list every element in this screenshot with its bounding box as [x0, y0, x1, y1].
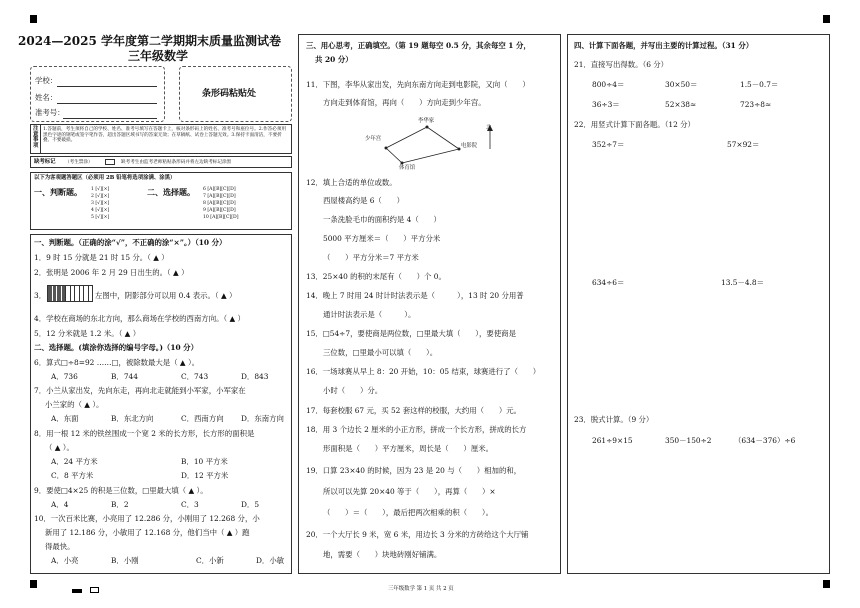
q21-item2: 30×50＝ — [665, 80, 698, 89]
page-mark-filled — [72, 589, 82, 593]
choice-row[interactable]: 7 [A][B][C][D] — [203, 193, 236, 199]
q6-option-a: A．736 — [51, 372, 78, 381]
map-path — [427, 127, 459, 149]
q12-item1: 西屋楼高约是 6（ ） — [323, 196, 404, 205]
q22-item3: 634÷6＝ — [592, 278, 625, 287]
judge-row[interactable]: 2 [√][×] — [91, 193, 110, 199]
q8-option-d: D．12 平方米 — [181, 471, 229, 480]
q11-line1: 11．下图，李华从家出发，先向东南方向走到电影院，又向（ ） — [306, 80, 530, 89]
objective-part1: 一、判断题。 — [34, 187, 82, 197]
q10-option-a: A．小亮 — [51, 556, 79, 565]
q22-item2: 57×92＝ — [727, 140, 760, 149]
q7-line2: 小兰家的（ ▲ ）。 — [45, 400, 104, 409]
q5: 5．12 分米就是 1.2 米。（ ▲ ） — [34, 329, 141, 338]
q9-option-c: C．3 — [181, 500, 199, 509]
choice-bubbles[interactable] — [203, 187, 239, 221]
exam-number-field[interactable] — [63, 118, 157, 119]
q23-item3: （634－376）÷6 — [734, 436, 796, 445]
map-point — [385, 147, 388, 150]
q9-option-d: D．5 — [241, 500, 260, 509]
q7-option-d: D．东南方向 — [241, 414, 284, 423]
q20-line1: 20．一个大厅长 9 米，宽 6 米，用边长 3 分米的方砖给这个大厅铺 — [306, 530, 529, 539]
q21-item1: 800÷4＝ — [592, 80, 625, 89]
section4-title: 四、计算下面各题，并写出主要的计算过程。（31 分） — [574, 41, 754, 50]
q1: 1．9 时 15 分就是 21 时 15 分。（ ▲ ） — [34, 253, 169, 262]
map-label-cinema: 电影院 — [461, 143, 478, 149]
blank-cell — [89, 286, 93, 301]
judge-row[interactable]: 3 [√][×] — [91, 200, 110, 206]
name-label: 姓名： — [35, 93, 58, 102]
q8-line1: 8．用一根 12 米的铁丝围成一个宽 2 米的长方形，长方形的面积是 — [34, 429, 255, 438]
judge-row[interactable]: 5 [√][×] — [91, 214, 110, 220]
q23-item1: 261÷9×15 — [592, 436, 633, 445]
map-path — [386, 148, 402, 163]
notice-text: 1.答题前，考生须将自己的学校、姓名、准考号填写在答题卡上，核对条形码上的姓名、准考号和座位号。2.作答必须用黑色字迹的钢笔或签字笔作答，超出答题区域书写的答案无效；在草稿纸、试卷上答题无效。3.保持卡面清洁，不要折叠、不要破损。 — [43, 127, 287, 144]
q15-line2: 三位数，□里最小可以填（ ）。 — [323, 348, 438, 357]
absent-box — [30, 156, 292, 168]
choice-row[interactable]: 8 [A][B][C][D] — [203, 200, 236, 206]
q11-line2: 方向走到体育馆，再向（ ）方向走到少年宫。 — [323, 98, 486, 107]
q8-option-c: C．8 平方米 — [51, 471, 94, 480]
absent-label: 缺考标记 — [34, 159, 56, 165]
section1-title: 一、判断题。（正确的涂“√”，不正确的涂“×”。）（10 分） — [34, 238, 227, 247]
q14-line2: 通计时法表示是（ ）。 — [323, 310, 416, 319]
q23-item2: 350－150÷2 — [665, 436, 712, 445]
q21: 21．直接写出得数。（6 分） — [574, 60, 669, 69]
q19-line3: （ ）＝（ ），最后把两次相乘的积（ ）。 — [323, 508, 493, 517]
q23: 23．脱式计算。（9 分） — [574, 415, 654, 424]
corner-mark-tl — [30, 15, 37, 23]
q7-option-b: B．东北方向 — [111, 414, 154, 423]
q6-option-c: C．743 — [181, 372, 209, 381]
student-info-box — [30, 66, 165, 122]
q12-item3: 5000 平方厘米＝（ ）平方分米 — [323, 234, 441, 243]
choice-row[interactable]: 10 [A][B][C][D] — [203, 214, 239, 220]
q20-line2: 地，需要（ ）块地砖刚好铺满。 — [323, 550, 442, 559]
q21-item4: 36÷3＝ — [592, 100, 620, 109]
school-field[interactable] — [57, 86, 157, 87]
objective-part2: 二、选择题。 — [147, 187, 195, 197]
q17: 17．每套校服 67 元，买 52 套这样的校服，大约用（ ）元。 — [306, 406, 521, 415]
q16-line1: 16．一场球赛从早上 8：20 开始，10：05 结束，球赛进行了（ ） — [306, 367, 541, 376]
q8-option-a: A．24 平方米 — [51, 457, 98, 466]
section3-title-line1: 三、用心思考，正确填空。（第 19 题每空 0.5 分，其余每空 1 分， — [306, 41, 531, 50]
barcode-area — [179, 66, 292, 122]
q9: 9．要使□4×25 的积是三位数，□里最大填（ ▲ ）。 — [34, 486, 208, 495]
school-label: 学校： — [35, 76, 58, 85]
q18-line1: 18．用 3 个边长 2 厘米的小正方形，拼成一个长方形，拼成的长方 — [306, 425, 527, 434]
judge-row[interactable]: 4 [√][×] — [91, 207, 110, 213]
barcode-label: 条形码粘贴处 — [202, 89, 257, 99]
map-label-youth-palace: 少年宫 — [365, 136, 382, 142]
q16-line2: 小时（ ）分。 — [323, 386, 383, 395]
q7-option-c: C．西南方向 — [181, 414, 224, 423]
questions-box-3 — [567, 34, 830, 574]
q10-line2: 新用了 12.186 分，小敏用了 12.168 分，他们当中（ ▲ ）跑 — [45, 528, 250, 537]
q3-text: 左图中，阴影部分可以用 0.4 表示。（ ▲ ） — [95, 291, 237, 300]
objective-answer-box — [30, 172, 292, 230]
judge-row[interactable]: 1 [√][×] — [91, 187, 110, 192]
page-footer: 三年级数学 第 1 页 共 2 页 — [388, 586, 454, 592]
notice-box — [30, 124, 292, 154]
section3-title-line2: 共 20 分） — [315, 55, 353, 64]
absent-text: 缺考考生由监考老师粘贴条形码并将左边缺考标记涂黑 — [121, 160, 232, 165]
q22-item1: 352÷7＝ — [592, 140, 625, 149]
corner-mark-bl — [30, 580, 37, 588]
q12-item2: 一条洗脸毛巾的面积约是 4（ ） — [323, 215, 441, 224]
map-label-gym: 体育馆 — [399, 165, 416, 171]
q8-line2: （ ▲ ）。 — [45, 443, 74, 452]
q4: 4．学校在商场的东北方向，那么商场在学校的西南方向。（ ▲ ） — [34, 314, 245, 323]
q7-line1: 7．小兰从家出发，先向东走，再向北走就能到小军家，小军家在 — [34, 386, 246, 395]
questions-box-1 — [30, 234, 292, 574]
map-label-north: 北 — [486, 125, 492, 131]
q7-option-a: A．东面 — [51, 414, 79, 423]
q3-number: 3． — [34, 291, 47, 300]
q15-line1: 15．□54÷7，要使商是两位数，□里最大填（ ），要使商是 — [306, 329, 516, 338]
q14-line1: 14．晚上 7 时用 24 时计时法表示是（ ），13 时 20 分用普 — [306, 291, 524, 300]
corner-mark-tr — [823, 15, 830, 23]
q6-option-d: D．843 — [241, 372, 269, 381]
q10-option-b: B．小刚 — [111, 556, 139, 565]
q10-line3: 得最快。 — [45, 542, 75, 551]
exam-title: 2024—2025 学年度第二学期期末质量监测试卷 — [18, 34, 281, 48]
q9-option-a: A．4 — [51, 500, 69, 509]
map-path — [386, 127, 427, 148]
q18-line2: 形面积是（ ）平方厘米，周长是（ ）厘米。 — [323, 444, 493, 453]
q12-item4: （ ）平方分米＝7 平方米 — [323, 253, 419, 262]
choice-row[interactable]: 9 [A][B][C][D] — [203, 207, 236, 213]
shaded-bar-figure — [47, 285, 93, 302]
questions-box-2 — [298, 34, 561, 574]
q6: 6．算式□÷8=92 ……□，被除数最大是（ ▲ ）。 — [34, 358, 200, 367]
q19-line1: 19．口算 23×40 的时候，因为 23 是 20 与（ ）相加的和， — [306, 466, 522, 475]
q22: 22．用竖式计算下面各题。（12 分） — [574, 120, 695, 129]
map-point — [426, 126, 429, 129]
judge-bubbles[interactable] — [91, 187, 109, 221]
section2-title: 二、选择题。(填涂你选择的编号字母。)（10 分） — [34, 343, 198, 352]
q10-option-c: C．小新 — [196, 556, 224, 565]
q19-line2: 所以可以先算 20×40 等于（ ），再算（ ）× — [323, 487, 496, 496]
q6-option-b: B．744 — [111, 372, 138, 381]
q10-option-d: D．小敏 — [256, 556, 285, 565]
q22-item4: 13.5－4.8＝ — [721, 278, 764, 287]
q2: 2．张明是 2006 年 2 月 29 日出生的。（ ▲ ） — [34, 268, 189, 277]
choice-row[interactable]: 6 [A][B][C][D] — [203, 187, 236, 192]
q21-item5: 52×38≈ — [665, 100, 697, 109]
q8-option-b: B．10 平方米 — [181, 457, 228, 466]
q9-option-b: B．2 — [111, 500, 129, 509]
name-field[interactable] — [57, 103, 157, 104]
notice-label: 注意事项 — [33, 126, 39, 150]
page-mark-empty — [90, 587, 99, 593]
q13: 13．25×40 的积的末尾有（ ）个 0。 — [306, 272, 446, 281]
q12: 12．填上合适的单位或数。 — [306, 178, 397, 187]
exam-subtitle: 三年级数学 — [128, 49, 189, 63]
q21-item3: 1.5－0.7＝ — [740, 80, 779, 89]
q21-item6: 723÷8≈ — [740, 100, 772, 109]
map-label-lihua-home: 李华家 — [418, 118, 435, 124]
objective-title: 以下为客观题答题区（必须用 2B 铅笔将选项涂满、涂黑） — [34, 175, 176, 181]
q10-line1: 10．一次百米比赛，小亮用了 12.286 分，小刚用了 12.268 分，小 — [34, 514, 260, 523]
map-path — [402, 149, 459, 163]
corner-mark-br — [823, 580, 830, 588]
absent-note: （考生禁涂） — [65, 160, 93, 165]
exam-number-label: 准考号： — [35, 108, 65, 117]
absent-checkbox[interactable] — [105, 159, 115, 165]
notice-divider — [40, 125, 41, 153]
